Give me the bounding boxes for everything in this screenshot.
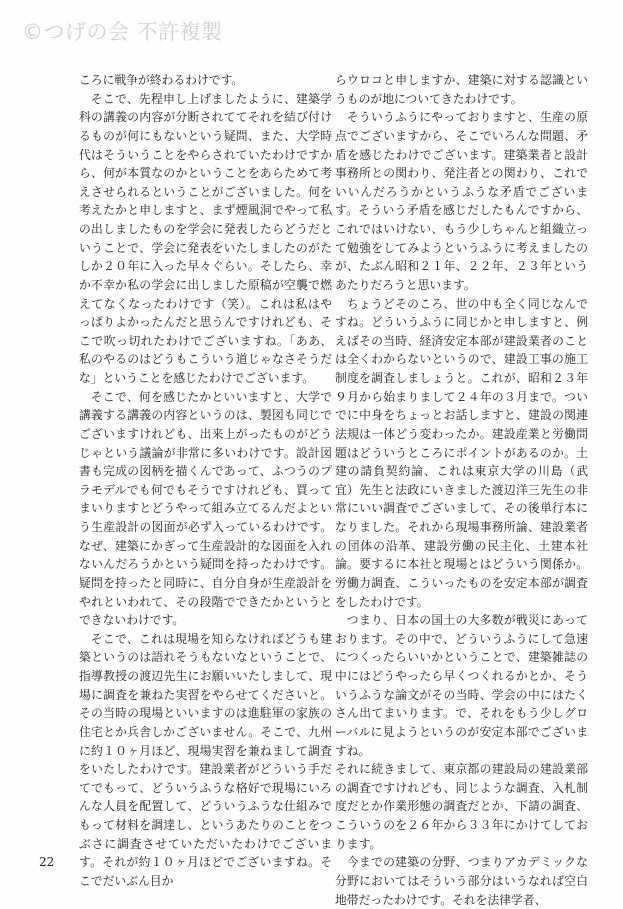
page-number: 22 [39, 855, 55, 869]
left-paragraph-1: ころに戦争が終わるわけです。 [79, 73, 244, 87]
left-column [79, 71, 332, 891]
watermark: ©つげの会 不許複製 [22, 20, 223, 44]
left-paragraph-2: そこで、先程申し上げましたように、建築学科の講義の内容が分断されててそれを結び付けるものが何にもないという疑問、また、大学時代はそういうことをやらされていたわけですから、何が本質なのかということをあらためて考えさせられるということがございました。何を考えたかと申しますと、まず煙風洞でやって私の出しましたものを学会に発表したらどうだということで、学会に発表をいたしましたのがたしか２０年に入った早々ぐらい。そしたら、幸か不幸か私の学会に出しました原稿が空襲で燃えてなくなったわけです（笑）。これは私はやっぱりよかったんだと思うんですけれども、そこで吹っ切れたわけでございますね。「ああ、私のやるのはどうもこういう道じゃなさそうだな」ということを感じたわけでございます。 [79, 91, 332, 385]
right-paragraph-3: ちょうどそのころ、世の中も全く同じなんですね。どういうふうに同じかと申しますと、例えばその当時、経済安定本部が建設業者のことは全くわからないというので、建設工事の施工制度を調査しましょうと。これが、昭和２３年９月から始まりまして２４年の３月まで。ついでに中身をちょっとお話しますと、建設の関連法規は一体どう変わったか。建設産業と労働問題はどういうところにポイントがあるのか。土建の請負契約論、これは東京大学の川島（武宜）先生と法政にいきました渡辺洋三先生の非常にいい調査でございまして、その後単行本になりました。それから現場事務所論、建設業者の団体の沿革、建設労働の民主化、土建本社論。要するに本社と現場とはどういう関係か。労働力調査、こういったものを安定本部が調査をしたわけです。 [335, 296, 588, 609]
left-paragraph-3: そこで、何を感じたかといいますと、大学で講義する講義の内容というのは、製図も同じでございますけれども、出来上がったものがどうじゃという議論が非常に多いわけです。設計図書も完成の図柄を描くんであって、ふつうのプラモデルでも何でもそうですけれども、買ってまいりますとどうやって組み立てるんだよという生産設計の図面が必ず入っているわけです。なぜ、建築にかぎって生産設計的な図面を入れないんだろうかという疑問を持ったわけです。疑問を持ったと同時に、自分自身が生産設計をやれといわれて、その段階でできたかというとできないわけです。 [79, 389, 332, 628]
right-paragraph-2: そういうふうにやっておりますと、生産の原点でございますから、そこでいろんな問題、矛盾を感じたわけでございます。建築業者と設計事務所との関わり、発注者との関わり、これでいいんだろうかというふうな矛盾でございます。そういう矛盾を感じだしたもんですから、これではいけない、もう少しちゃんと組織立って勉強をしてみようというふうに考えましたのが、たぶん昭和２１年、２２年、２３年というあたりだろうと思います。 [335, 110, 588, 292]
right-paragraph-4: つまり、日本の国土の大多数が戦災にあっております。その中で、どういうふうにして急速につくったらいいかということで、建築雑誌の中にはどうやったら早くつくれるかとか、そういうふうな論文がその当時、学会の中にはたくさん出てまいります。で、それをもう少しグローバルに見ようというのが安定本部でございますね。 [335, 613, 588, 758]
right-paragraph-5: それに続きまして、東京都の建設局の建設業部の調査ですけれども、同じような調査、入札制度だとか作業形態の調査だとか、下請の調査、こういうのを２６年から３３年にかけてしております。 [335, 762, 588, 851]
right-paragraph-1: らウロコと申しますか、建築に対する認識というものが地についてきたわけです。 [335, 73, 588, 106]
left-paragraph-4: そこで、これは現場を知らなければどうも建築というのは語れそうもないなということで、指導教授の渡辺先生にお願いいたしまして、現場に調査を兼ねた実習をやらせてくださいと。その当時の現場といいますのは進駐軍の家族の住宅とか兵舎しかございません。そこで、九州に約１０ヶ月ほど、現場実習を兼ねまして調査をいたしたわけです。建設業者がどういう手だてでもって、どういうふうな格好で現場にいろんな人員を配置して、どういうふうな仕組みでもって材料を調達し、というあたりのことをつぶさに調査させていただいたわけでございます。それが約１０ヶ月ほどでございますね。そこでだいぶん目か [79, 631, 332, 888]
right-paragraph-6: 今までの建築の分野、つまりアカデミックな分野においてはそういう部分はいうなれば空白地帯だったわけです。それを法律学者、 [335, 855, 588, 907]
right-column [335, 71, 588, 909]
